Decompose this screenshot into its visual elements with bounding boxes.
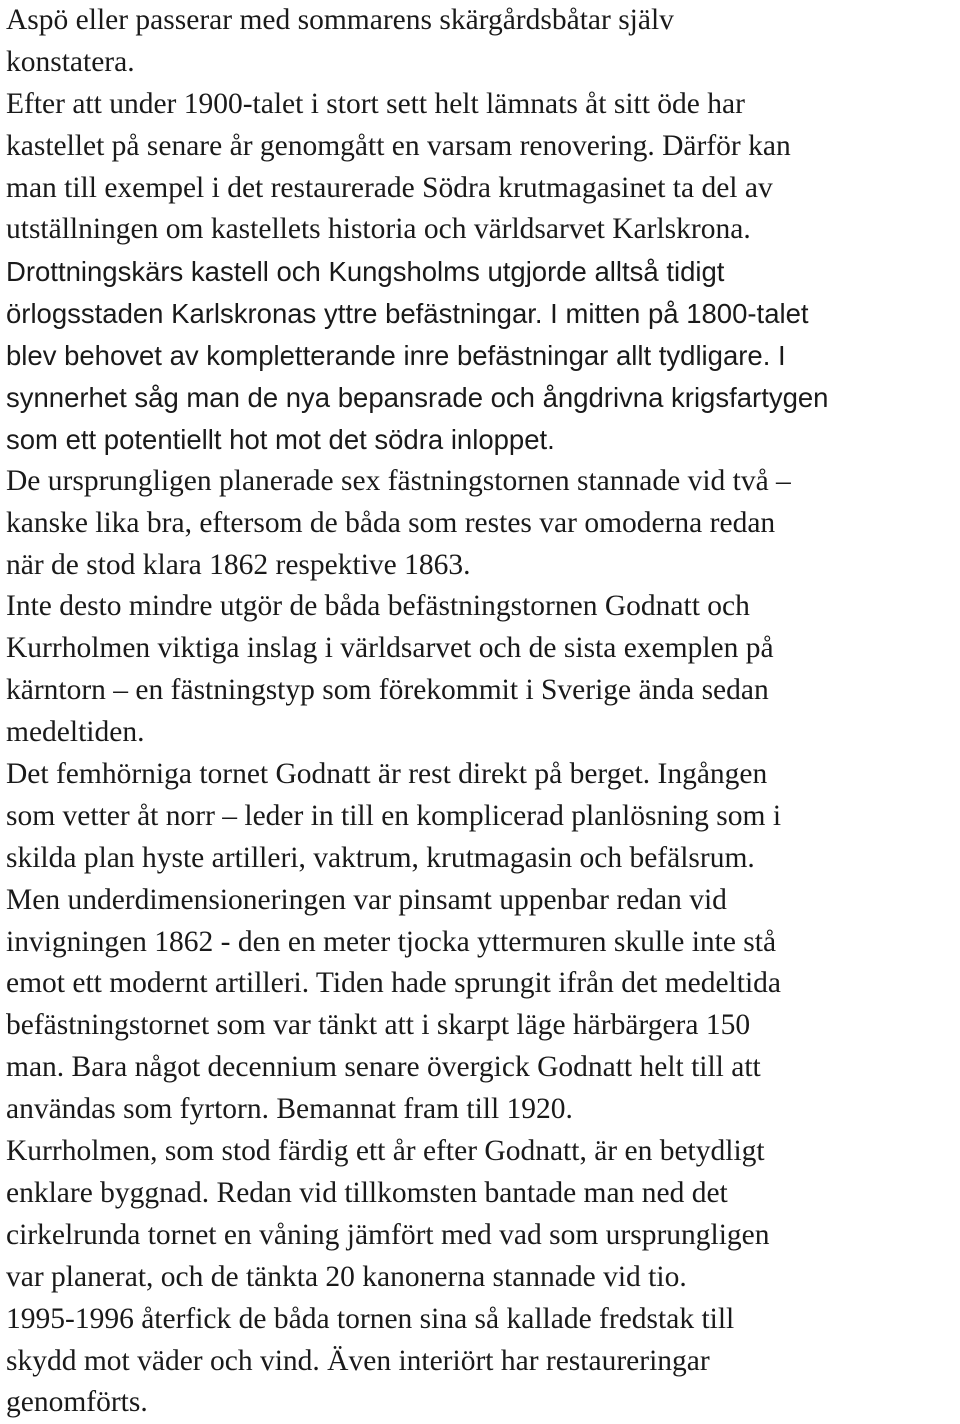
- paragraph-befastningar: [6, 251, 956, 460]
- paragraph-aspo: [6, 0, 956, 84]
- text-line: man. Bara något decennium senare övergick Godnatt helt till att: [6, 1051, 761, 1084]
- text-line: Inte desto mindre utgör de båda befästningstornen Godnatt och: [6, 590, 750, 623]
- text-line: enklare byggnad. Redan vid tillkomsten bantade man ned det: [6, 1176, 728, 1209]
- text-line: blev behovet av kompletterande inre befästningar allt tydligare. I: [6, 340, 786, 372]
- text-line: som vetter åt norr – leder in till en komplicerad planlösning som i: [6, 799, 782, 832]
- text-line: man till exempel i det restaurerade Södra krutmagasinet ta del av: [6, 171, 773, 204]
- text-line: skydd mot väder och vind. Även interiört har restaureringar: [6, 1344, 710, 1377]
- text-line: genomförts.: [6, 1386, 148, 1419]
- text-line: kastellet på senare år genomgått en varsam renovering. Därför kan: [6, 129, 791, 162]
- text-line: Drottningskärs kastell och Kungsholms utgjorde alltså tidigt: [6, 256, 725, 288]
- text-line: när de stod klara 1862 respektive 1863.: [6, 548, 471, 581]
- document-page: [6, 0, 956, 1424]
- text-line: kanske lika bra, eftersom de båda som restes var omoderna redan: [6, 506, 776, 539]
- text-line: utställningen om kastellets historia och världsarvet Karlskrona.: [6, 213, 751, 246]
- text-line: konstatera.: [6, 45, 135, 78]
- text-line: De ursprungligen planerade sex fästningstornen stannade vid två –: [6, 464, 791, 497]
- text-line: synnerhet såg man de nya bepansrade och ångdrivna krigsfartygen: [6, 382, 829, 414]
- text-line: Men underdimensioneringen var pinsamt uppenbar redan vid: [6, 883, 727, 916]
- paragraph-fredstak: [6, 1299, 956, 1424]
- text-line: cirkelrunda tornet en våning jämfört med vad som ursprungligen: [6, 1218, 770, 1251]
- text-line: invigningen 1862 - den en meter tjocka yttermuren skulle inte stå: [6, 925, 777, 958]
- paragraph-fastningstornen: [6, 461, 956, 587]
- text-line: skilda plan hyste artilleri, vaktrum, krutmagasin och befälsrum.: [6, 841, 755, 874]
- paragraph-renovering: [6, 84, 956, 252]
- text-line: medeltiden.: [6, 716, 145, 749]
- paragraph-karntorn: [6, 586, 956, 754]
- text-line: Kurrholmen, som stod färdig ett år efter Godnatt, är en betydligt: [6, 1135, 765, 1168]
- text-line: emot ett modernt artilleri. Tiden hade sprungit ifrån det medeltida: [6, 967, 782, 1000]
- paragraph-kurrholmen: [6, 1131, 956, 1299]
- text-line: användas som fyrtorn. Bemannat fram till 1920.: [6, 1093, 573, 1126]
- paragraph-godnatt: [6, 754, 956, 1131]
- text-line: 1995-1996 återfick de båda tornen sina så kallade fredstak till: [6, 1302, 735, 1335]
- text-line: kärntorn – en fästningstyp som förekommit i Sverige ända sedan: [6, 674, 769, 707]
- text-line: var planerat, och de tänkta 20 kanonerna stannade vid tio.: [6, 1260, 687, 1293]
- text-line: som ett potentiellt hot mot det södra inloppet.: [6, 423, 555, 455]
- text-line: örlogsstaden Karlskronas yttre befästningar. I mitten på 1800-talet: [6, 298, 809, 330]
- text-line: befästningstornet som var tänkt att i skarpt läge härbärgera 150: [6, 1009, 751, 1042]
- text-line: Det femhörniga tornet Godnatt är rest direkt på berget. Ingången: [6, 758, 768, 791]
- text-line: Efter att under 1900-talet i stort sett helt lämnats åt sitt öde har: [6, 87, 745, 120]
- text-line: Kurrholmen viktiga inslag i världsarvet och de sista exemplen på: [6, 632, 774, 665]
- text-line: Aspö eller passerar med sommarens skärgårdsbåtar själv: [6, 4, 674, 36]
